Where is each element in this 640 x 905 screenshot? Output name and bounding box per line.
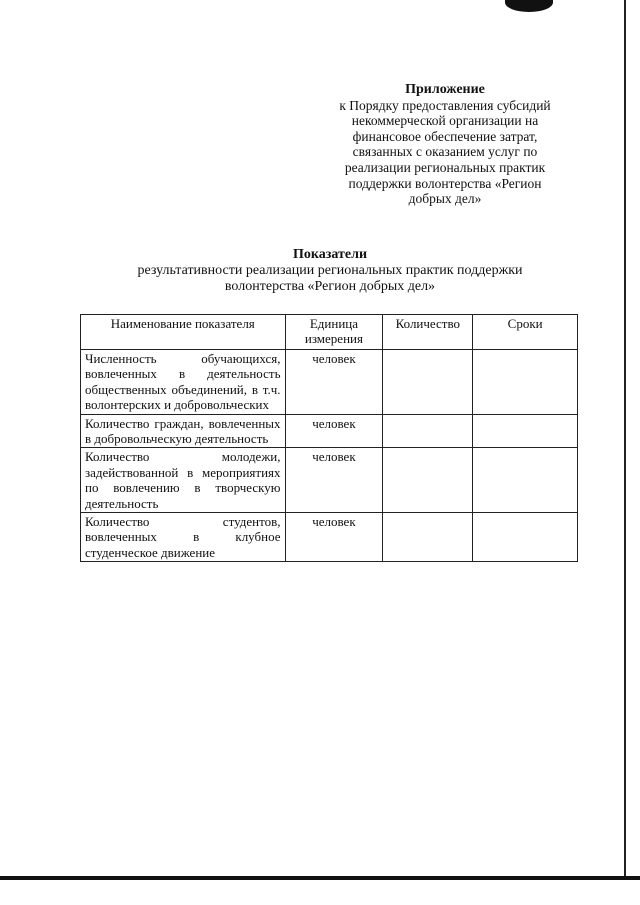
indicator-quantity	[383, 350, 473, 415]
indicator-unit: человек	[285, 513, 383, 562]
indicator-quantity	[383, 513, 473, 562]
header-quantity: Количество	[383, 315, 473, 350]
scan-mark	[505, 0, 553, 12]
indicator-name: Численность обучающихся, вовлеченных в деятельность общественных объединений, в т.ч. волонтерских и добровольческих	[81, 350, 286, 415]
appendix-heading: Приложение	[405, 82, 485, 97]
scan-edge-right	[624, 0, 626, 880]
appendix-line: некоммерческой организации на	[351, 113, 539, 129]
appendix-line: к Порядку предоставления субсидий	[339, 97, 551, 113]
indicator-term	[473, 414, 578, 448]
table-header-row	[81, 315, 578, 350]
header-term: Сроки	[473, 315, 578, 350]
scan-edge-bottom	[0, 876, 640, 880]
indicator-quantity	[383, 414, 473, 448]
table-row	[81, 448, 578, 513]
indicator-unit: человек	[285, 448, 383, 513]
title-line: результативности реализации региональных практик поддержки	[137, 263, 523, 278]
appendix-line: поддержки волонтерства «Регион	[348, 175, 542, 191]
indicator-name: Количество студентов, вовлеченных в клубное студенческое движение	[81, 513, 286, 562]
indicator-name: Количество граждан, вовлеченных в добровольческую деятельность	[81, 414, 286, 448]
indicator-term	[473, 350, 578, 415]
indicator-term	[473, 513, 578, 562]
header-unit: Единица измерения	[285, 315, 383, 350]
table-row	[81, 414, 578, 448]
table-row	[81, 513, 578, 562]
indicator-quantity	[383, 448, 473, 513]
header-name: Наименование показателя	[81, 315, 286, 350]
document-title	[80, 247, 580, 295]
table-row	[81, 350, 578, 415]
title-line: волонтерства «Регион добрых дел»	[224, 279, 436, 294]
appendix-line: финансовое обеспечение затрат,	[352, 128, 538, 144]
title-heading: Показатели	[292, 247, 368, 262]
indicator-name: Количество молодежи, задействованной в мероприятиях по вовлечению в творческую деятельность	[81, 448, 286, 513]
indicator-unit: человек	[285, 414, 383, 448]
appendix-line: реализации региональных практик	[344, 159, 546, 175]
indicator-unit: человек	[285, 350, 383, 415]
indicator-term	[473, 448, 578, 513]
indicators-table	[80, 314, 578, 562]
appendix-line: связанных с оказанием услуг по	[352, 144, 538, 160]
appendix-block	[300, 82, 590, 207]
appendix-line: добрых дел»	[408, 191, 482, 207]
